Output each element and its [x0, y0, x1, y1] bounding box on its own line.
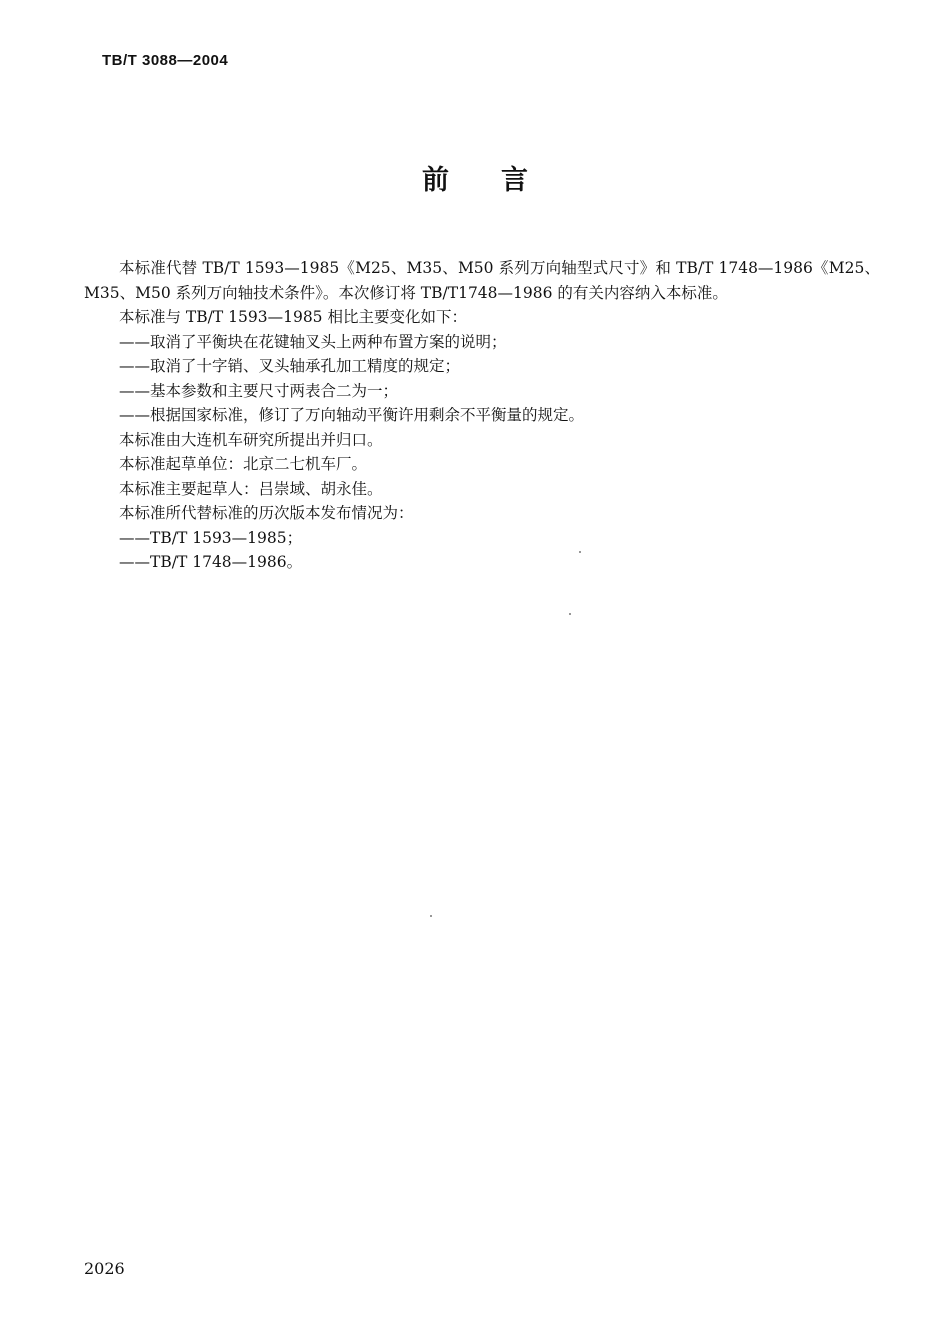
foreword-body	[84, 256, 880, 575]
history-item: ——TB/T 1748—1986。	[119, 553, 303, 571]
page-title: 前言	[422, 165, 580, 196]
scan-speck	[579, 551, 581, 553]
change-item: ——取消了平衡块在花键轴叉头上两种布置方案的说明；	[119, 332, 507, 351]
history-item: ——TB/T 1593—1985；	[119, 528, 303, 547]
scan-speck	[430, 915, 432, 917]
replacement-paragraph: 本标准代替 TB/T 1593—1985《M25、M35、M50 系列万向轴型式尺寸》和 TB/T 1748—1986《M25、M35、M50 系列万向轴技术条件》。本次修订将 TB/T1748—1986 的有关内容纳入本标准。	[84, 259, 880, 302]
changes-intro: 本标准与 TB/T 1593—1985 相比主要变化如下：	[119, 308, 467, 326]
scan-speck	[569, 613, 571, 615]
change-item: ——取消了十字销、叉头轴承孔加工精度的规定；	[119, 357, 461, 375]
page-number: 2026	[84, 1259, 125, 1278]
drafters-statement: 本标准主要起草人：吕崇域、胡永佳。	[119, 479, 383, 498]
proposer-statement: 本标准由大连机车研究所提出并归口。	[119, 430, 383, 449]
history-intro: 本标准所代替标准的历次版本发布情况为：	[119, 504, 414, 522]
standard-code-header: TB/T 3088—2004	[102, 52, 229, 69]
change-item: ——根据国家标准，修订了万向轴动平衡许用剩余不平衡量的规定。	[119, 406, 585, 424]
drafting-unit-statement: 本标准起草单位：北京二七机车厂。	[119, 455, 368, 473]
change-item: ——基本参数和主要尺寸两表合二为一；	[119, 381, 399, 400]
